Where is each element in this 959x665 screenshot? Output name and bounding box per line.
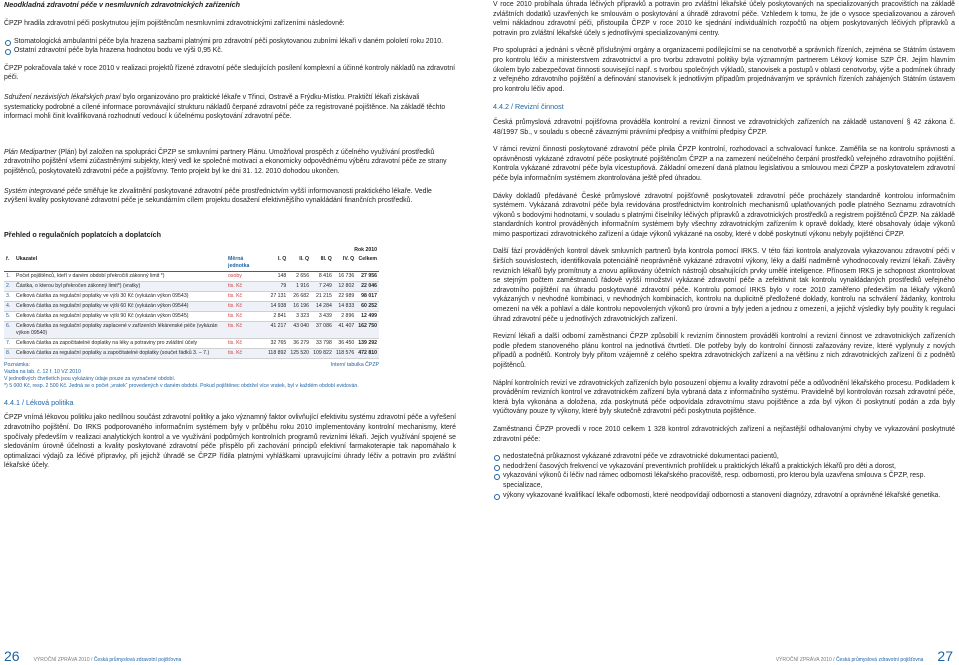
paragraph-text: směřuje ke zkvalitnění poskytované zdravotní péče prostřednictvím vyšší informovanosti praktického lékaře. Vedle zvýšení kvality poskytované zdravotní péče je sekundárním cílem projektu dosažení efektivnějšího vynakládání finančních prostředků. <box>4 187 432 205</box>
q1-cell: 27 131 <box>266 291 288 301</box>
paragraph: Česká průmyslová zdravotní pojišťovna prováděla kontrolní a revizní činnost ve zdravotnických zařízeních na základě ustanovení § 42 zákona č. 48/1997 Sb., v souladu s obecně závaznými právními předpisy a vnitřními předpisy ČPZP. <box>493 118 955 136</box>
q4-cell: 118 576 <box>334 348 356 358</box>
row-number-cell: 3. <box>4 291 14 301</box>
row-number-cell: 7. <box>4 338 14 348</box>
q4-cell: 2 896 <box>334 311 356 321</box>
row-number-cell: 1. <box>4 271 14 281</box>
unit-cell: tis. Kč <box>226 311 266 321</box>
q2-cell: 125 520 <box>288 348 311 358</box>
note-label: Poznámka: <box>4 361 30 368</box>
unit-cell: osoby <box>226 271 266 281</box>
q1-cell: 148 <box>266 271 288 281</box>
total-cell: 22 046 <box>356 281 379 291</box>
q2-cell: 1 916 <box>288 281 311 291</box>
table-row <box>4 311 379 321</box>
indicator-cell: Celková částka za regulační poplatky a započitatelné doplatky (součet řádků 3. – 7.) <box>14 348 226 358</box>
section-heading: Neodkladná zdravotní péče v nesmluvních zdravotnických zařízeních <box>4 0 241 9</box>
paragraph: Pro spolupráci a jednání s věcně příslušnými orgány a organizacemi podílejícími se na cenotvorbě a správních řízeních, zejména se Státním ústavem pro kontrolu léčiv a ministerstvem zdravotnictví a pro tvorbu zdravotní politiky byla významným partnerem Lékový komise SZP ČR. Jejím hlavním úkolem bylo zabezpečovat činnosti související např. s tvorbou společných výkladů, stanovisek a postupů v oblasti cenotvorby, výše a podmínek úhrady z veřejného zdravotního pojištění a definování stanovisek k jednotlivým případům projednávaným ve správních řízeních zahájených Státním ústavem pro kontrolu léčiv apod. <box>493 47 955 93</box>
q2-cell: 36 279 <box>288 338 311 348</box>
q4-cell: 36 450 <box>334 338 356 348</box>
footer-text <box>34 656 182 665</box>
table-year-row <box>4 246 379 255</box>
q3-cell: 7 249 <box>311 281 334 291</box>
list-item: Ostatní zdravotní péče byla hrazena hodnotou bodu ve výši 0,95 Kč. <box>4 46 456 56</box>
total-cell: 98 017 <box>356 291 379 301</box>
row-number-cell: 5. <box>4 311 14 321</box>
note-line: V jednotlivých čtvrtletích jsou vykázány údaje pouze za vyznačené období. <box>4 375 176 382</box>
table-body <box>4 271 379 358</box>
table-row <box>4 348 379 358</box>
list-item: nedostatečná průkaznost vykázané zdravotní péče ve zdravotnické dokumentaci pacientů, <box>493 452 955 462</box>
indicator-cell: Počet pojištěnců, kteří v daném období překročili zákonný limit *) <box>14 271 226 281</box>
table-row <box>4 271 379 281</box>
q3-cell: 14 284 <box>311 301 334 311</box>
paragraph: Další fází prováděných kontrol dávek smluvních partnerů byla kontrola pomocí IRKS. V této fázi kontrola analyzovala vykazovanou zdravotní péči v širších souvislostech, identifikovala potenciálně neoprávněně vykázané zdravotní výkony, léky a další nadměrně vyhodnocovaly revizní lékaři. Závěry revizních lékařů byly promítnuty a znovu aplikovány účetních nástrojů obsahujících prvky umělé inteligence. Přínosem IRKS je schopnost zkontrolovat se stejným počtem zaměstnanců řádově vyšší množství vykázané zdravotní péče a zefektivnit tak kontrolu vynakládaných prostředků veřejného zdravotního pojištění na úhradu poskytované zdravotní péče. Kontrolu pomocí IRKS bylo v roce 2010 zaměřeno především na lékařy výkonů vykázaných v nevhodné kombinaci, v nevhodných kombinacích, kontrolu na duplicitně předložené doklady, kontrolu na schválení žádanky, kontrolu omezení na věk a pohlaví a dále kontrolu nepovolených výkonů pro úrovni a byly jeden a jednou z omezení, a jejichž výsledky byly použity k regulaci úhrad zdravotní péče u jednotlivých zdravotnických zařízení. <box>493 248 955 323</box>
paragraph: Revizní lékaři a další odborní zaměstnanci ČPZP způsobilí k revizním činnostem prováděli kontrolní a revizní činnost ve zdravotnických zařízeních podle předem stanoveného plánu kontrol na jednotlivá čtvrtletí. Dle potřeby byly do kontrolní činnosti zařazovány revize, které vyplynuly z nových případů a podnětů. Kontroly byly přitom vzájemně z celého spektra zdravotnických zařízení a na většinu z nich zdravotnických zařízení či z podnětů pojištěnců. <box>493 333 955 369</box>
footer-left <box>4 649 181 665</box>
paragraph: Dávky dokladů předávané České průmyslové zdravotní pojišťovně poskytovateli zdravotní péče procházely standardně kontrolou informačním systémem. Vykázaná zdravotní péče byla revidována prostřednictvím kontrolních mechanismů uplatňovaných podle platného Seznamu zdravotních výkonů s bodovými hodnotami, v souladu s platnými číselníky léčivých přípravků a zdravotnických prostředků a registrem pojištěnců ČPZP. Na základě standardních kontrol prováděných informačním systémem byly všechny zdravotnickým zařízením k opravě doklady, které obsahovaly údaje výkonů mimo pasportizaci zdravotnického zařízení a údaje výkonů vykázané na osoby, které v době poskytnutí výkonu nebyly pojištěnci ČPZP. <box>493 192 955 238</box>
paragraph <box>4 187 456 206</box>
q1-cell: 32 765 <box>266 338 288 348</box>
q4-cell: 16 736 <box>334 271 356 281</box>
note-source: Interní tabulka ČPZP <box>330 361 379 368</box>
unit-cell: tis. Kč <box>226 321 266 338</box>
paragraph-text: bylo organizováno pro praktické lékaře v Třinci, Ostravě a Frýdku-Místku. Praktičtí lékaři získávali systematicky podrobné a cílené informace porovnávající strukturu nákladů čerpané zdravotní péče za registrované pojištěnce. Na základě těchto informací mohli činit kvalifikovaná rozhodnutí vedoucí k účelnému poskytování zdravotní péče. <box>4 93 446 121</box>
paragraph: V rámci revizní činnosti poskytované zdravotní péče plnila ČPZP kontrolní, rozhodovací a schvalovací funkce. Zaměřila se na kontrolu správnosti a oprávněnosti vykázané zdravotní péče poskytnuté pojištěncům ČPZP a na zamezení neúčelného čerpání prostředků veřejného zdravotního pojištění. Kontrola vykázané zdravotní péče byla vícestupňová. Základní omezení daná platnou legislativou a smlouvou mezi ČPZP a poskytovatelem zdravotní péče byla informačním systémem zkontrolována ještě před úhradou. <box>493 146 955 182</box>
q2-cell: 16 196 <box>288 301 311 311</box>
footer-org-name: Česká průmyslová zdravotní pojišťovna <box>93 657 182 663</box>
q3-cell: 37 086 <box>311 321 334 338</box>
q3-cell: 8 416 <box>311 271 334 281</box>
row-number-cell: 8. <box>4 348 14 358</box>
emphasis: Systém integrované péče <box>4 187 82 195</box>
q1-cell: 79 <box>266 281 288 291</box>
footer-report-title: VÝROČNÍ ZPRÁVA 2010 / <box>775 657 836 663</box>
indicator-cell: Celková částka za regulační poplatky ve výši 60 Kč (vykázán výkon 09544) <box>14 301 226 311</box>
emphasis: Plán Medipartner <box>4 148 57 156</box>
q4-cell: 14 833 <box>334 301 356 311</box>
list-item: výkony vykazované kvalifikací lékaře odbornosti, které neodpovídají odbornosti a stanovení diagnózy, zdravotní a oprávněné lékařské genetika. <box>493 491 955 501</box>
page-number: 27 <box>937 648 953 664</box>
col-header-total: Celkem <box>356 255 379 272</box>
q2-cell: 26 682 <box>288 291 311 301</box>
q1-cell: 118 892 <box>266 348 288 358</box>
table-notes <box>4 362 379 390</box>
col-header-row-number: ř. <box>4 255 14 272</box>
paragraph: Náplní kontrolních revizí ve zdravotnických zařízeních bylo posouzení objemu a kvality zdravotní péče a odůvodnění lékařského procesu. Podkladem k prováděním revizních kontrol ve zdravotnickém zařízení byla vybraná data z informačního systému. Pravidelně byl kontrolován rozsah zdravotní péče, která byla vykonána a doložena, zda poskytnutá péče odpovídala zdravotnímu stavu pojištěnce a zda byl výkon či poskytnutí podán a zda byly vyúčtovány pouze ty výkony, které byly skutečně zdravotní péči poskytnuta pojištěnce. <box>493 379 955 416</box>
paragraph-text: (Plán) byl založen na spolupráci ČPZP se smluvními partnery Plánu. Umožňoval prospěch z účelného využívání prostředků zdravotního pojištění všemi zúčastněnými subjekty, který vedl ke společné motivaci a ekonomicky odpovědnému výběru zdravotní péče ze strany pojištěnců, poskytovatelů zdravotní péče a pojišťovny. Tento projekt byl ke dni 31. 12. 2010 dohodou ukončen. <box>4 148 447 175</box>
table-row <box>4 281 379 291</box>
page-number: 26 <box>4 648 20 664</box>
row-number-cell: 6. <box>4 321 14 338</box>
footer-report-title: VÝROČNÍ ZPRÁVA 2010 / <box>33 657 94 663</box>
unit-cell: tis. Kč <box>226 291 266 301</box>
q1-cell: 41 217 <box>266 321 288 338</box>
right-column <box>493 0 955 508</box>
paragraph <box>4 148 456 177</box>
unit-cell: tis. Kč <box>226 348 266 358</box>
table-header-row <box>4 255 379 272</box>
unit-cell: tis. Kč <box>226 301 266 311</box>
bullet-list <box>493 452 955 500</box>
indicator-cell: Celková částka za regulační poplatky ve výši 30 Kč (vykázán výkon 09543) <box>14 291 226 301</box>
regulatory-fees-table <box>4 246 379 359</box>
col-header-q3: III. Q <box>311 255 334 272</box>
subsection-heading: 4.4.1 / Léková politika <box>4 397 74 407</box>
q3-cell: 3 439 <box>311 311 334 321</box>
paragraph: Zaměstnanci ČPZP provedli v roce 2010 celkem 1 328 kontrol zdravotnických zařízení a nejčastější odhalovanými chyby ve vykazování poskytnuté zdravotní péče: <box>493 425 955 443</box>
unit-cell: tis. Kč <box>226 338 266 348</box>
table-row <box>4 291 379 301</box>
unit-cell: tis. Kč <box>226 281 266 291</box>
table-row <box>4 338 379 348</box>
paragraph: ČPZP vnímá lékovou politiku jako nedílnou součást zdravotní politiky a jako významný faktor ovlivňující efektivitu systému zdravotní péče a vyřešení zdravotního pojištění. Do IRKS podporovaného informačním systémem byly v průběhu roku 2010 implementovány kontrolní mechanismy, které spočívaly především v realizaci analytických kontrol a ve využívání podpůrných kontrolních programů revizními lékaři. Jejich využívání spojené se sledováním úrovně účelnosti a kvality poskytované zdravotní péče přispělo při zachování principů efektivní farmakoterapie tak napomáhalo k optimalizaci výdajů za léčivé přípravky, při jejichž úhradě se ČPZP řídila platnými vyhláškami upravujícími úhrady léčiv a potravin pro zvláštní lékařské účely. <box>4 414 456 470</box>
indicator-cell: Celková částka za regulační poplatky zaplacené v zařízeních lékárenské péče (vykázán výkon 09540) <box>14 321 226 338</box>
list-item: nedodržení časových frekvencí ve vykazování preventivních prohlídek u praktických lékařů a praktických lékařů pro děti a dorost, <box>493 462 955 472</box>
left-column <box>4 0 456 479</box>
row-number-cell: 2. <box>4 281 14 291</box>
q2-cell: 3 323 <box>288 311 311 321</box>
q3-cell: 109 822 <box>311 348 334 358</box>
total-cell: 27 956 <box>356 271 379 281</box>
list-item: Stomatologická ambulantní péče byla hrazena sazbami platnými pro zdravotní péči poskytovanou zubními lékaři v daném pololetí roku 2010. <box>4 37 456 47</box>
col-header-q4: IV. Q <box>334 255 356 272</box>
total-cell: 472 810 <box>356 348 379 358</box>
total-cell: 60 252 <box>356 301 379 311</box>
total-cell: 162 750 <box>356 321 379 338</box>
col-header-q1: I. Q <box>266 255 288 272</box>
emphasis: Sdružení nezávislých lékařských praxí <box>4 93 121 101</box>
indicator-cell: Celková částka za započitatelné doplatky na léky a potraviny pro zvláštní účely <box>14 338 226 348</box>
table-row <box>4 301 379 311</box>
q3-cell: 33 798 <box>311 338 334 348</box>
q1-cell: 14 938 <box>266 301 288 311</box>
paragraph: V roce 2010 probíhala úhrada léčivých přípravků a potravin pro zvláštní lékařské účely poskytovaných na specializovaných pracovištích na základě zvláštních dodatků uzavřených ke smlouvám o poskytování a úhradě zdravotní péče. Vzhledem k tomu, že jde o vysoce specializovanou a zároveň velmi nákladnou zdravotní péči, přistoupila ČPZP v roce 2010 ke sjednání individuálních rozpočtů na objem poskytovaných léčivých přípravků a potravin pro zvláštní lékařské účely s jednotlivými specializovanými centry. <box>493 1 955 37</box>
table-title: Přehled o regulačních poplatcích a doplatcích <box>4 229 161 239</box>
indicator-cell: Částka, o kterou byl překročen zákonný limit*) (vratky) <box>14 281 226 291</box>
paragraph <box>4 93 456 122</box>
q4-cell: 41 407 <box>334 321 356 338</box>
note-line: *) 5 000 Kč, resp. 2 500 Kč. Jedná se o počet „vratek“ provedených v daném období. Pokud pojištěnec obdržel více vratek, byl v každém období evidován. <box>4 382 359 389</box>
paragraph: ČPZP pokračovala také v roce 2010 v realizaci projektů řízené zdravotní péče sledujících posílení komplexní a účinné kontroly nákladů na zdravotní péči. <box>4 64 456 82</box>
note-line: Vazba na tab. č. 12 f. 10 VZ 2010 <box>4 368 81 375</box>
footer-org-name: Česká průmyslová zdravotní pojišťovna <box>835 657 924 663</box>
q4-cell: 12 802 <box>334 281 356 291</box>
indicator-cell: Celková částka za regulační poplatky ve výši 90 Kč (vykázán výkon 09545) <box>14 311 226 321</box>
q1-cell: 2 841 <box>266 311 288 321</box>
footer-right <box>776 649 953 665</box>
list-item: vykazování výkonů či léčiv nad rámec odbornosti lékařského pracoviště, resp. odbornosti, pro kterou byla uzavřena smlouva s ČPZP, resp. specializace, <box>493 471 955 490</box>
row-number-cell: 4. <box>4 301 14 311</box>
col-header-unit: Měrná jednotka <box>226 255 266 272</box>
q2-cell: 2 656 <box>288 271 311 281</box>
footer-text <box>776 656 924 665</box>
col-header-indicator: Ukazatel <box>14 255 226 272</box>
subsection-heading: 4.4.2 / Revizní činnost <box>493 102 564 112</box>
paragraph: ČPZP hradila zdravotní péči poskytnutou jejím pojištěncům nesmluvními zdravotnickými zařízeními následovně: <box>4 20 345 27</box>
col-header-q2: II. Q <box>288 255 311 272</box>
q3-cell: 21 215 <box>311 291 334 301</box>
table-row <box>4 321 379 338</box>
bullet-list <box>4 37 456 56</box>
total-cell: 139 292 <box>356 338 379 348</box>
q4-cell: 22 989 <box>334 291 356 301</box>
q2-cell: 43 040 <box>288 321 311 338</box>
total-cell: 12 499 <box>356 311 379 321</box>
year-label: Rok 2010 <box>354 246 377 253</box>
notes-header-row <box>4 362 379 369</box>
